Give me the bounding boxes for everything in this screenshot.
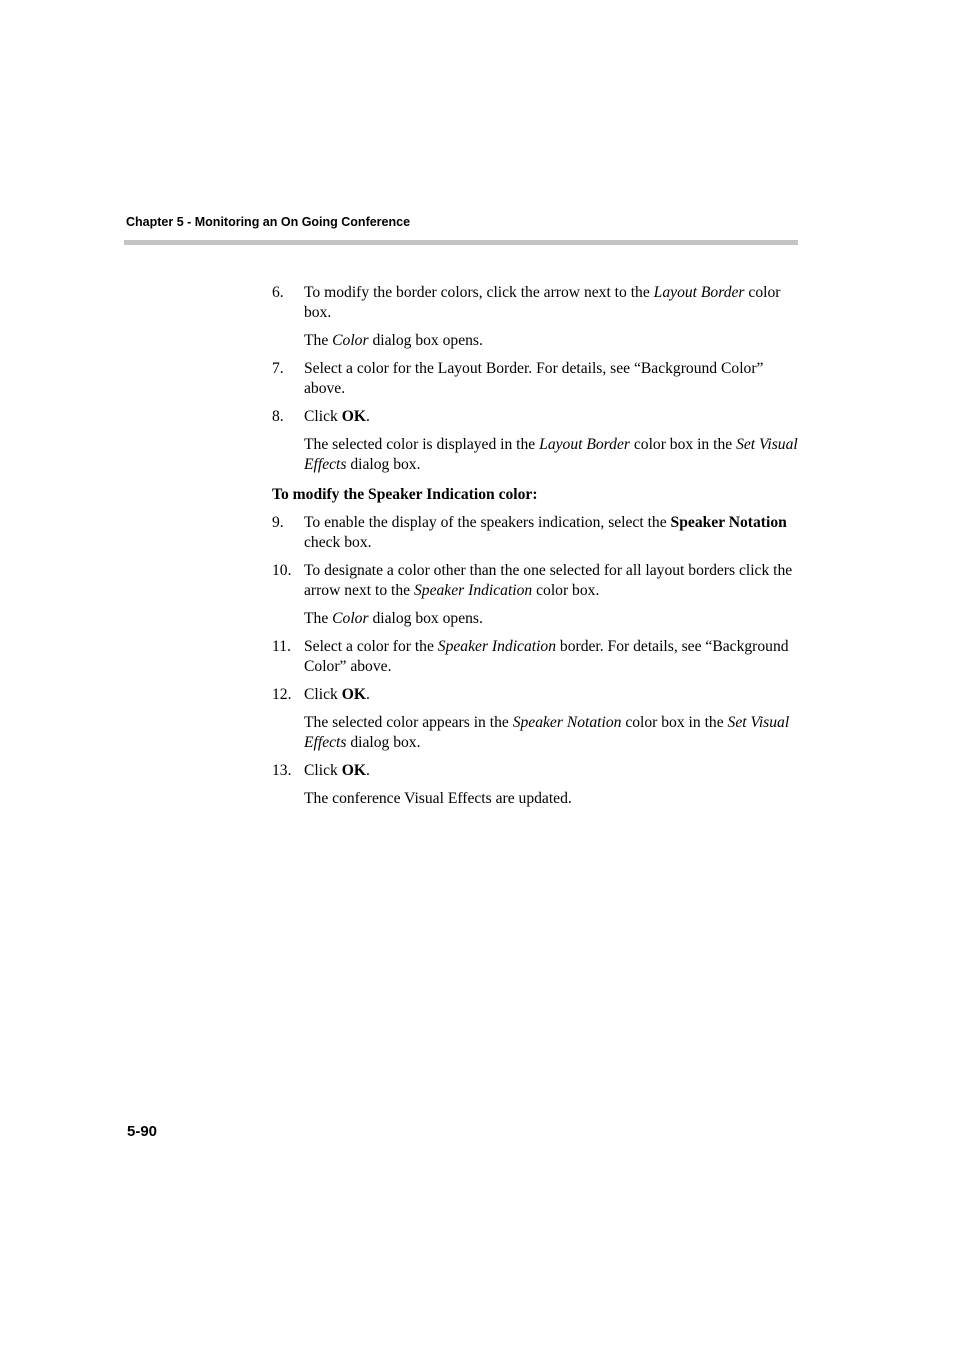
step-text: Select a color for the Layout Border. For details, see “Background Color” above. — [304, 360, 764, 397]
step-6 — [272, 283, 802, 323]
button-term: OK — [341, 762, 366, 779]
para-text: dialog box opens. — [368, 332, 483, 349]
ui-term: Color — [332, 332, 369, 349]
ui-term: Layout Border — [653, 284, 745, 301]
step-text: . — [365, 408, 370, 425]
para-text: The selected color is displayed in the — [304, 436, 540, 453]
ui-term: Speaker Indication — [437, 638, 557, 655]
step-text: color box. — [532, 582, 600, 599]
step-10-result — [272, 609, 802, 629]
ui-term: Set Visual Effects — [304, 436, 798, 473]
step-text: . — [365, 686, 370, 703]
para-text: The selected color appears in the — [304, 714, 513, 731]
button-term: OK — [341, 686, 366, 703]
step-10 — [272, 561, 802, 601]
para-text: dialog box. — [346, 456, 421, 473]
step-number: 12. — [272, 686, 292, 703]
step-7 — [272, 359, 802, 399]
step-number: 9. — [272, 514, 284, 531]
step-12 — [272, 685, 802, 705]
step-8-result — [272, 435, 802, 475]
procedure-heading: To modify the Speaker Indication color: — [272, 486, 538, 503]
ui-term: Speaker Indication — [414, 582, 533, 599]
step-13 — [272, 761, 802, 781]
step-text: Click — [304, 762, 342, 779]
chapter-header: Chapter 5 - Monitoring an On Going Conference — [126, 215, 411, 229]
step-11 — [272, 637, 802, 677]
step-text: To modify the border colors, click the arrow next to the — [304, 284, 654, 301]
step-text: Click — [304, 408, 342, 425]
para-text: dialog box opens. — [368, 610, 483, 627]
page-number: 5-90 — [127, 1123, 158, 1140]
step-number: 6. — [272, 284, 284, 301]
para-text: color box in the — [629, 436, 737, 453]
document-body — [272, 283, 802, 809]
step-12-result — [272, 713, 802, 753]
step-number: 10. — [272, 562, 292, 579]
step-text: Select a color for the — [304, 638, 438, 655]
para-text: dialog box. — [346, 734, 421, 751]
step-number: 7. — [272, 360, 284, 377]
para-text: The conference Visual Effects are updated. — [304, 790, 572, 807]
step-13-result — [272, 789, 802, 809]
step-9 — [272, 513, 802, 553]
para-text: color box in the — [621, 714, 728, 731]
step-text: check box. — [304, 534, 372, 551]
ui-term: Speaker Notation — [670, 514, 787, 531]
para-text: The — [304, 610, 333, 627]
step-text: . — [365, 762, 370, 779]
step-text: To designate a color other than the one selected for all layout borders click the arrow next to the — [304, 562, 793, 599]
step-8 — [272, 407, 802, 427]
step-6-result — [272, 331, 802, 351]
step-text: Click — [304, 686, 342, 703]
step-number: 11. — [272, 638, 291, 655]
button-term: OK — [341, 408, 366, 425]
ui-term: Layout Border — [539, 436, 630, 453]
para-text: The — [304, 332, 333, 349]
step-text: color box. — [304, 284, 781, 321]
step-number: 8. — [272, 408, 284, 425]
step-number: 13. — [272, 762, 292, 779]
ui-term: Speaker Notation — [512, 714, 622, 731]
ui-term: Set Visual Effects — [304, 714, 790, 751]
step-text: To enable the display of the speakers indication, select the — [304, 514, 671, 531]
header-rule — [124, 240, 798, 245]
ui-term: Color — [332, 610, 369, 627]
step-text: border. For details, see “Background Color” above. — [304, 638, 789, 675]
